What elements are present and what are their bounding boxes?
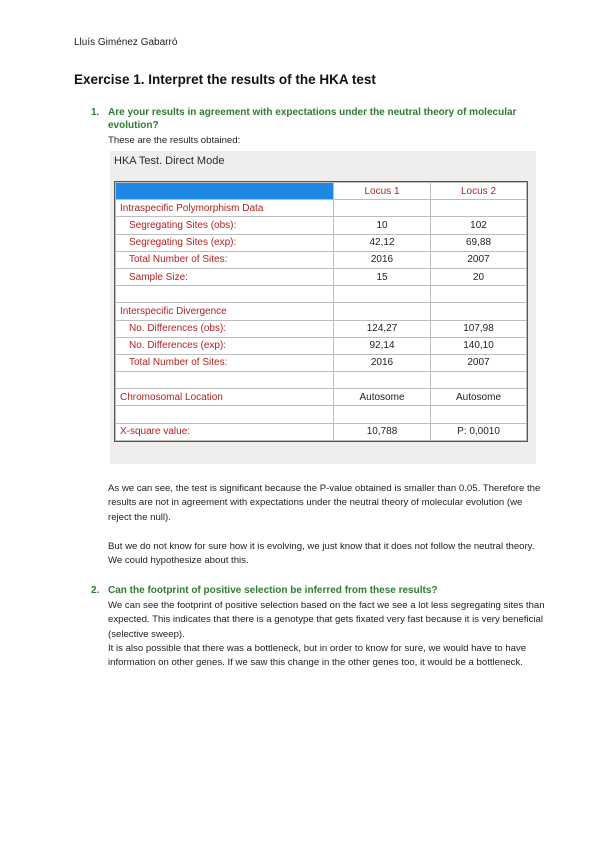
- answer-2-paragraph-1: We can see the footprint of positive selection based on the fact we see a lot less segregating sites than expected. This indicates that there is a genotype that gets fixated very fast because it is very beneficial (selective sweep).: [108, 600, 545, 640]
- row-label: No. Differences (obs):: [116, 320, 334, 337]
- row-label: No. Differences (exp):: [116, 337, 334, 354]
- row-label: Sample Size:: [116, 268, 334, 285]
- answer-2-paragraph-2: It is also possible that there was a bottleneck, but in order to know for sure, we would have to have information on other genes. If we saw this change in the other genes too, it would be a bottleneck.: [108, 643, 527, 669]
- locus-1-value: 124,27: [334, 320, 431, 337]
- x-square-value: 10,788: [334, 423, 431, 440]
- header-blank-cell: [116, 183, 334, 200]
- table-row: [116, 303, 527, 320]
- row-label: Total Number of Sites:: [116, 354, 334, 371]
- table-row: [116, 372, 527, 389]
- table-row: [116, 217, 527, 234]
- locus-2-value: 107,98: [431, 320, 527, 337]
- table-row: [116, 268, 527, 285]
- empty-cell: [334, 200, 431, 217]
- empty-cell: [431, 372, 527, 389]
- header-locus-2: Locus 2: [431, 183, 527, 200]
- locus-2-value: 102: [431, 217, 527, 234]
- x-square-label: X-square value:: [116, 423, 334, 440]
- exercise-title: Exercise 1. Interpret the results of the HKA test: [74, 72, 376, 87]
- question-number: 2.: [91, 585, 100, 596]
- table-row: [116, 406, 527, 423]
- locus-2-value: 2007: [431, 251, 527, 268]
- empty-cell: [334, 372, 431, 389]
- answer-1-paragraph-2: But we do not know for sure how it is evolving, we just know that it does not follow the neutral theory. We could hypothesize about this.: [108, 541, 535, 567]
- hka-results-table: [115, 182, 527, 441]
- empty-cell: [431, 286, 527, 303]
- empty-cell: [431, 303, 527, 320]
- table-row: [116, 200, 527, 217]
- locus-2-value: 20: [431, 268, 527, 285]
- row-label: Segregating Sites (obs):: [116, 217, 334, 234]
- table-row: [116, 389, 527, 406]
- question-1-intro: These are the results obtained:: [108, 135, 241, 146]
- chromosomal-location-label: Chromosomal Location: [116, 389, 334, 406]
- author-name: Lluís Giménez Gabarró: [74, 37, 178, 48]
- header-locus-1: Locus 1: [334, 183, 431, 200]
- p-value: P: 0,0010: [431, 423, 527, 440]
- table-row: [116, 337, 527, 354]
- table-row: [116, 234, 527, 251]
- table-row: [116, 423, 527, 440]
- locus-1-value: 42,12: [334, 234, 431, 251]
- locus-1-value: 2016: [334, 251, 431, 268]
- locus-2-value: 140,10: [431, 337, 527, 354]
- empty-cell: [334, 406, 431, 423]
- section-polymorphism-label: Intraspecific Polymorphism Data: [116, 200, 334, 217]
- table-row: [116, 286, 527, 303]
- locus-2-value: 69,88: [431, 234, 527, 251]
- question-text: Can the footprint of positive selection be inferred from these results?: [108, 585, 438, 596]
- locus-1-value: 2016: [334, 354, 431, 371]
- table-row: [116, 320, 527, 337]
- empty-cell: [431, 406, 527, 423]
- hka-window-title: HKA Test. Direct Mode: [114, 155, 225, 167]
- locus-1-value: 15: [334, 268, 431, 285]
- question-text: Are your results in agreement with expectations under the neutral theory of molecular evolution?: [108, 107, 517, 131]
- table-header-row: [116, 183, 527, 200]
- empty-cell: [116, 406, 334, 423]
- locus-1-value: 10: [334, 217, 431, 234]
- locus-2-value: Autosome: [431, 389, 527, 406]
- empty-cell: [334, 303, 431, 320]
- hka-screenshot: [110, 151, 536, 464]
- locus-1-value: 92,14: [334, 337, 431, 354]
- table-row: [116, 354, 527, 371]
- empty-cell: [334, 286, 431, 303]
- empty-cell: [116, 286, 334, 303]
- locus-1-value: Autosome: [334, 389, 431, 406]
- empty-cell: [116, 372, 334, 389]
- section-divergence-label: Interspecific Divergence: [116, 303, 334, 320]
- row-label: Segregating Sites (exp):: [116, 234, 334, 251]
- locus-2-value: 2007: [431, 354, 527, 371]
- answer-1-paragraph-1: As we can see, the test is significant because the P-value obtained is smaller than 0.05. Therefore the results are not in agreement with expectations under the neutral theory of molecular evolution (we reject the null).: [108, 483, 541, 523]
- empty-cell: [431, 200, 527, 217]
- row-label: Total Number of Sites:: [116, 251, 334, 268]
- table-row: [116, 251, 527, 268]
- question-number: 1.: [91, 107, 100, 118]
